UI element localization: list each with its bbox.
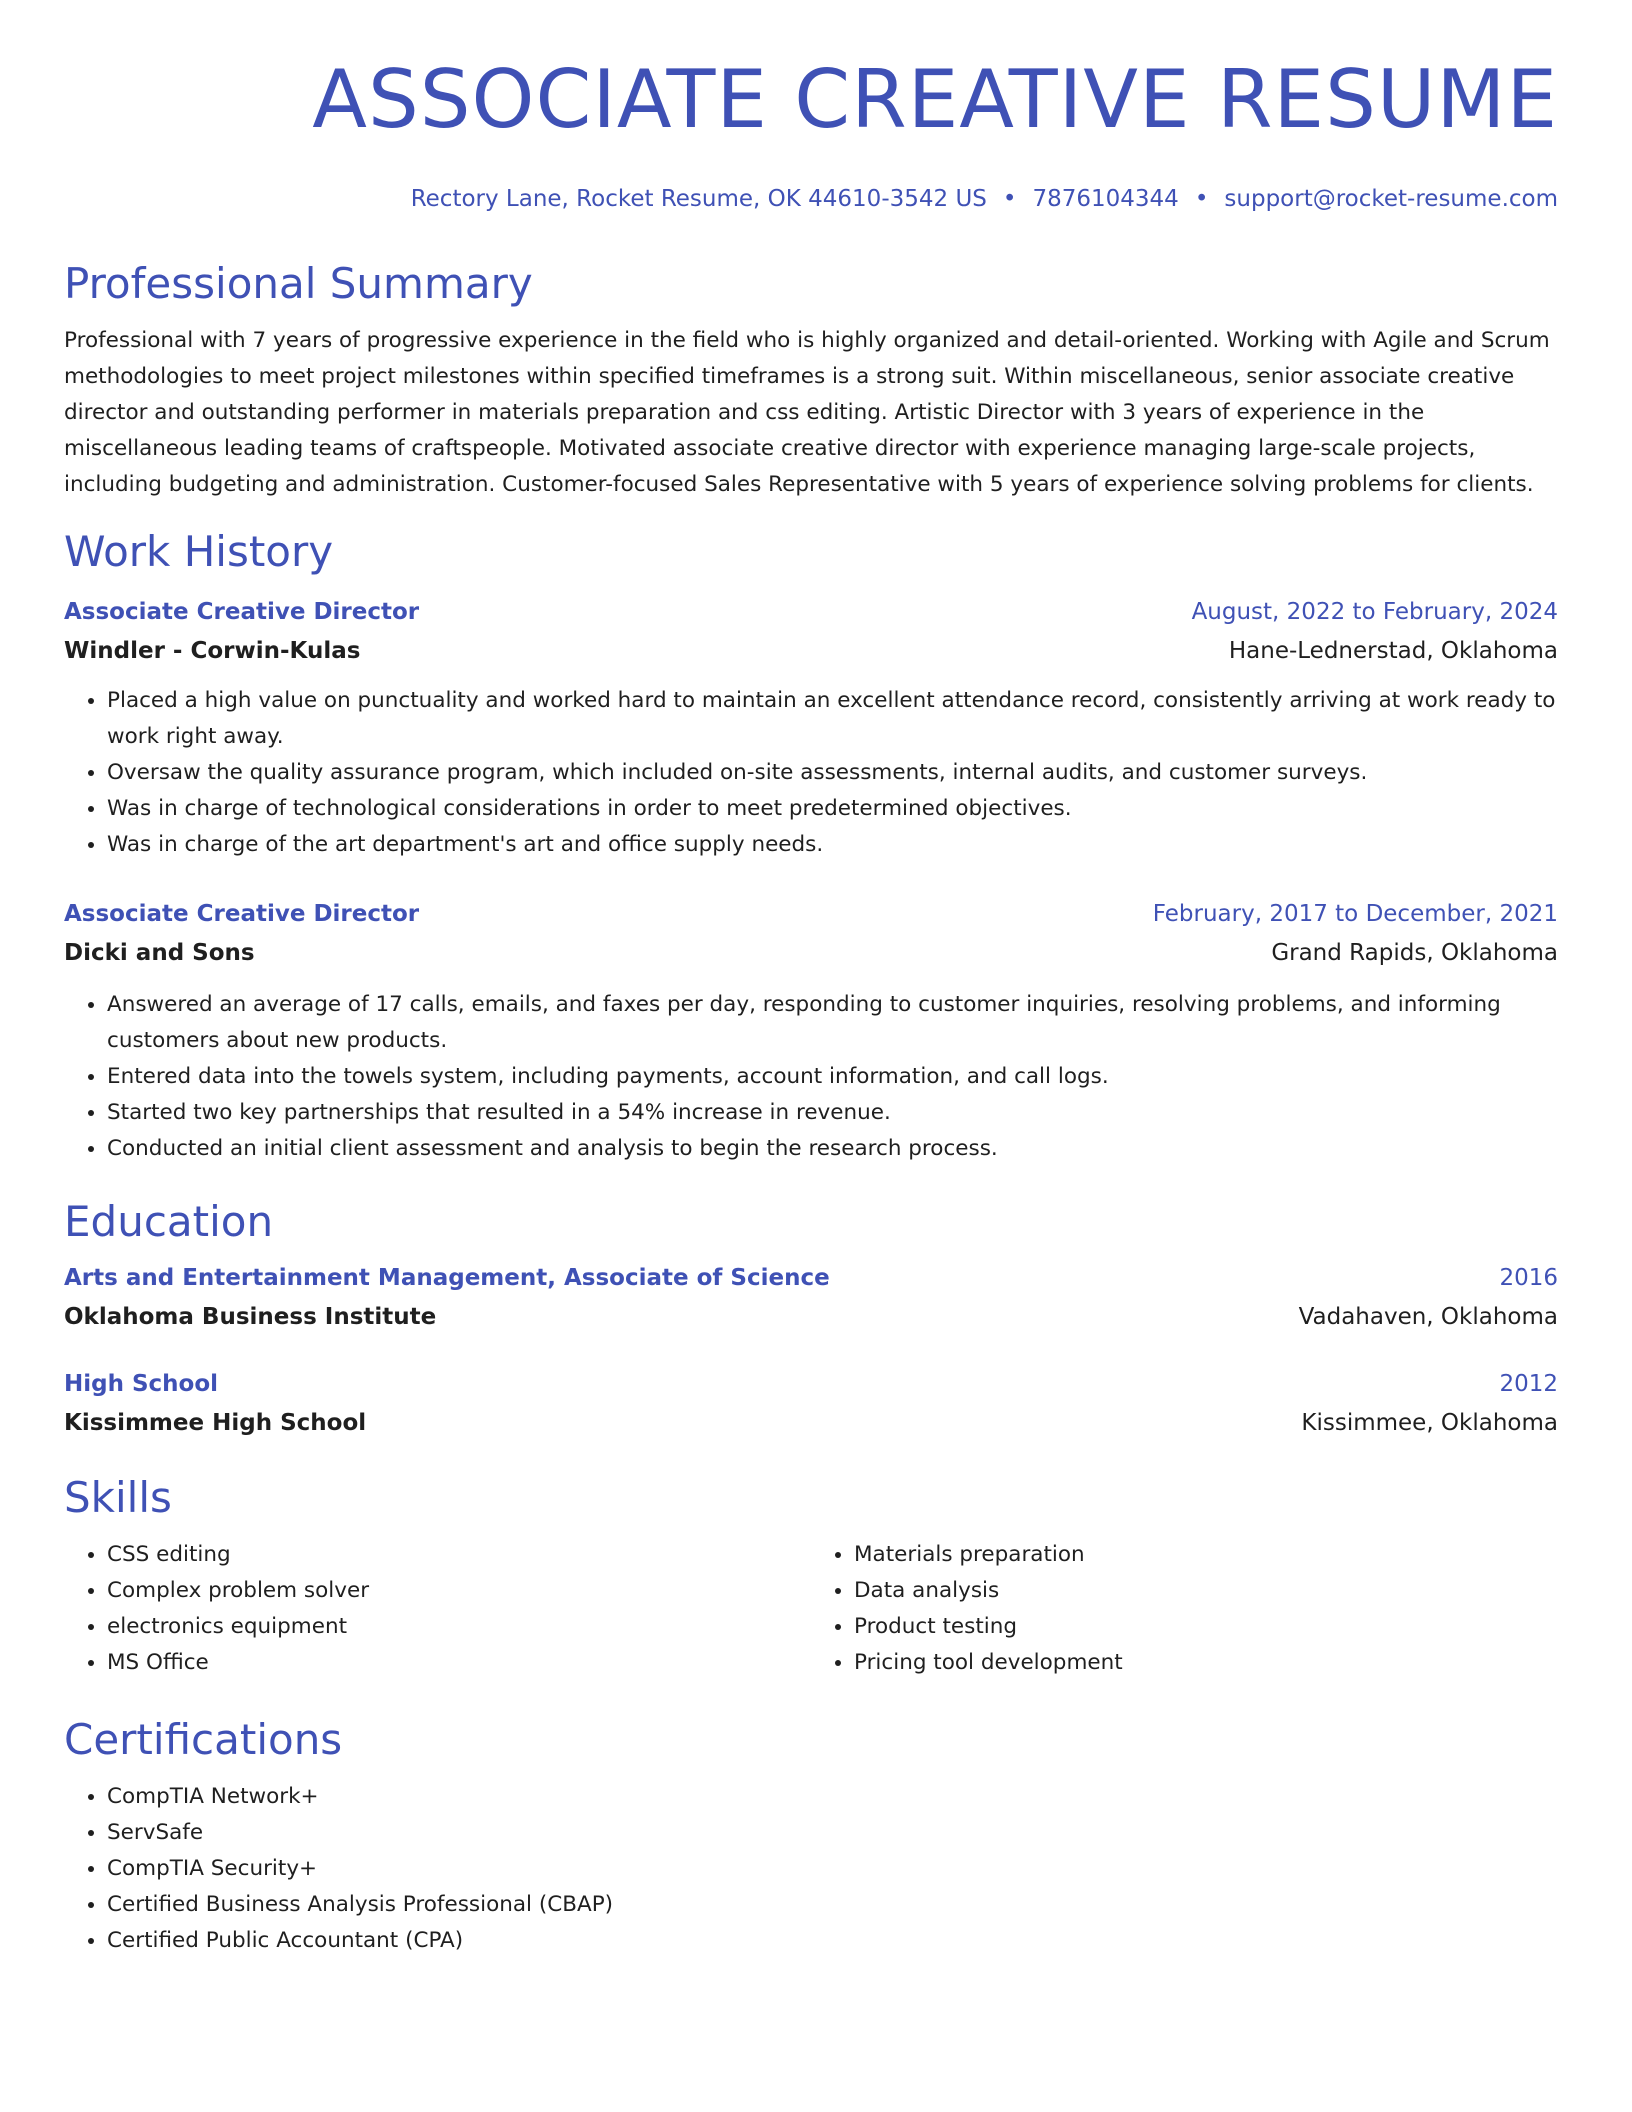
school-name: Oklahoma Business Institute xyxy=(64,1304,437,1330)
certification-item: • ServSafe xyxy=(107,1815,1558,1851)
job-bullets xyxy=(64,683,1558,863)
education-entry-header xyxy=(64,1259,1558,1297)
education-entry-subheader xyxy=(64,1297,1558,1337)
job-bullet: • Oversaw the quality assurance program, which included on-site assessments, internal audits, and customer surveys. xyxy=(107,755,1558,791)
certification-item: • Certified Public Accountant (CPA) xyxy=(107,1923,1558,1959)
work-entry-header xyxy=(64,895,1558,933)
job-bullet: • Was in charge of the art department's art and office supply needs. xyxy=(107,827,1558,863)
resume-page xyxy=(64,0,1558,1959)
contact-address: Rectory Lane, Rocket Resume, OK 44610-3542 US xyxy=(410,186,987,212)
certifications-list xyxy=(64,1779,1558,1959)
work-entry-subheader xyxy=(64,631,1558,671)
job-location: Hane-Lednerstad, Oklahoma xyxy=(1228,638,1558,664)
school-name: Kissimmee High School xyxy=(64,1410,367,1436)
job-location: Grand Rapids, Oklahoma xyxy=(1271,940,1558,966)
certifications-heading: Certifications xyxy=(64,1715,343,1764)
skill-item: • electronics equipment xyxy=(107,1609,811,1645)
education-entry-header xyxy=(64,1365,1558,1403)
skill-item: • Materials preparation xyxy=(854,1537,1558,1573)
work-entry-header xyxy=(64,593,1558,631)
skills-heading: Skills xyxy=(64,1473,172,1522)
summary-heading: Professional Summary xyxy=(64,259,533,308)
company-name: Windler - Corwin-Kulas xyxy=(64,638,361,664)
contact-separator: • xyxy=(1194,186,1209,212)
certification-item: • Certified Business Analysis Professional (CBAP) xyxy=(107,1887,1558,1923)
job-bullet: • Was in charge of technological considerations in order to meet predetermined objectives. xyxy=(107,791,1558,827)
job-title: Associate Creative Director xyxy=(64,599,420,625)
skill-item: • Data analysis xyxy=(854,1573,1558,1609)
school-location: Vadahaven, Oklahoma xyxy=(1298,1304,1558,1330)
certification-item: • CompTIA Security+ xyxy=(107,1851,1558,1887)
job-bullet: • Answered an average of 17 calls, emails, and faxes per day, responding to customer inquiries, resolving problems, and informing customers about new products. xyxy=(107,987,1558,1059)
education-entry xyxy=(64,1365,1558,1443)
job-bullets xyxy=(64,987,1558,1167)
education-entry xyxy=(64,1259,1558,1337)
education-entry-subheader xyxy=(64,1403,1558,1443)
work-history-heading: Work History xyxy=(64,527,334,576)
contact-line xyxy=(64,184,1558,214)
resume-name: ASSOCIATE CREATIVE RESUME xyxy=(312,53,1558,146)
school-location: Kissimmee, Oklahoma xyxy=(1301,1410,1558,1436)
graduation-year: 2012 xyxy=(1499,1371,1558,1397)
degree-name: Arts and Entertainment Management, Associate of Science xyxy=(64,1265,830,1291)
degree-name: High School xyxy=(64,1371,219,1397)
company-name: Dicki and Sons xyxy=(64,940,255,966)
certification-item: • CompTIA Network+ xyxy=(107,1779,1558,1815)
work-entry-subheader xyxy=(64,933,1558,973)
skill-item: • CSS editing xyxy=(107,1537,811,1573)
job-dates: August, 2022 to February, 2024 xyxy=(1191,599,1558,625)
skills-list xyxy=(64,1537,1558,1681)
graduation-year: 2016 xyxy=(1499,1265,1558,1291)
summary-text: Professional with 7 years of progressive experience in the field who is highly organized and detail-oriented. Working with Agile and Scrum methodologies to meet project milestones within specified timeframes is a strong suit. Within miscellaneous, senior associate creative director and outstanding performer in materials preparation and css editing. Artistic Director with 3 years of experience in the miscellaneous leading teams of craftspeople. Motivated associate creative director with experience managing large-scale projects, including budgeting and administration. Customer-focused Sales Representative with 5 years of experience solving problems for clients. xyxy=(64,328,1550,497)
contact-email: support@rocket-resume.com xyxy=(1224,186,1558,212)
skill-item: • Pricing tool development xyxy=(854,1645,1558,1681)
job-bullet: • Entered data into the towels system, including payments, account information, and call logs. xyxy=(107,1059,1558,1095)
skill-item: • Complex problem solver xyxy=(107,1573,811,1609)
skills-column-left xyxy=(64,1537,811,1681)
work-entry xyxy=(64,593,1558,863)
job-dates: February, 2017 to December, 2021 xyxy=(1152,901,1558,927)
contact-separator: • xyxy=(1002,186,1017,212)
job-bullet: • Conducted an initial client assessment and analysis to begin the research process. xyxy=(107,1131,1558,1167)
skill-item: • MS Office xyxy=(107,1645,811,1681)
job-title: Associate Creative Director xyxy=(64,901,420,927)
job-bullet: • Started two key partnerships that resulted in a 54% increase in revenue. xyxy=(107,1095,1558,1131)
education-heading: Education xyxy=(64,1197,274,1246)
skills-column-right xyxy=(811,1537,1558,1681)
skill-item: • Product testing xyxy=(854,1609,1558,1645)
job-bullet: • Placed a high value on punctuality and worked hard to maintain an excellent attendance record, consistently arriving at work ready to work right away. xyxy=(107,683,1558,755)
contact-phone: 7876104344 xyxy=(1032,186,1179,212)
work-entry xyxy=(64,895,1558,1167)
